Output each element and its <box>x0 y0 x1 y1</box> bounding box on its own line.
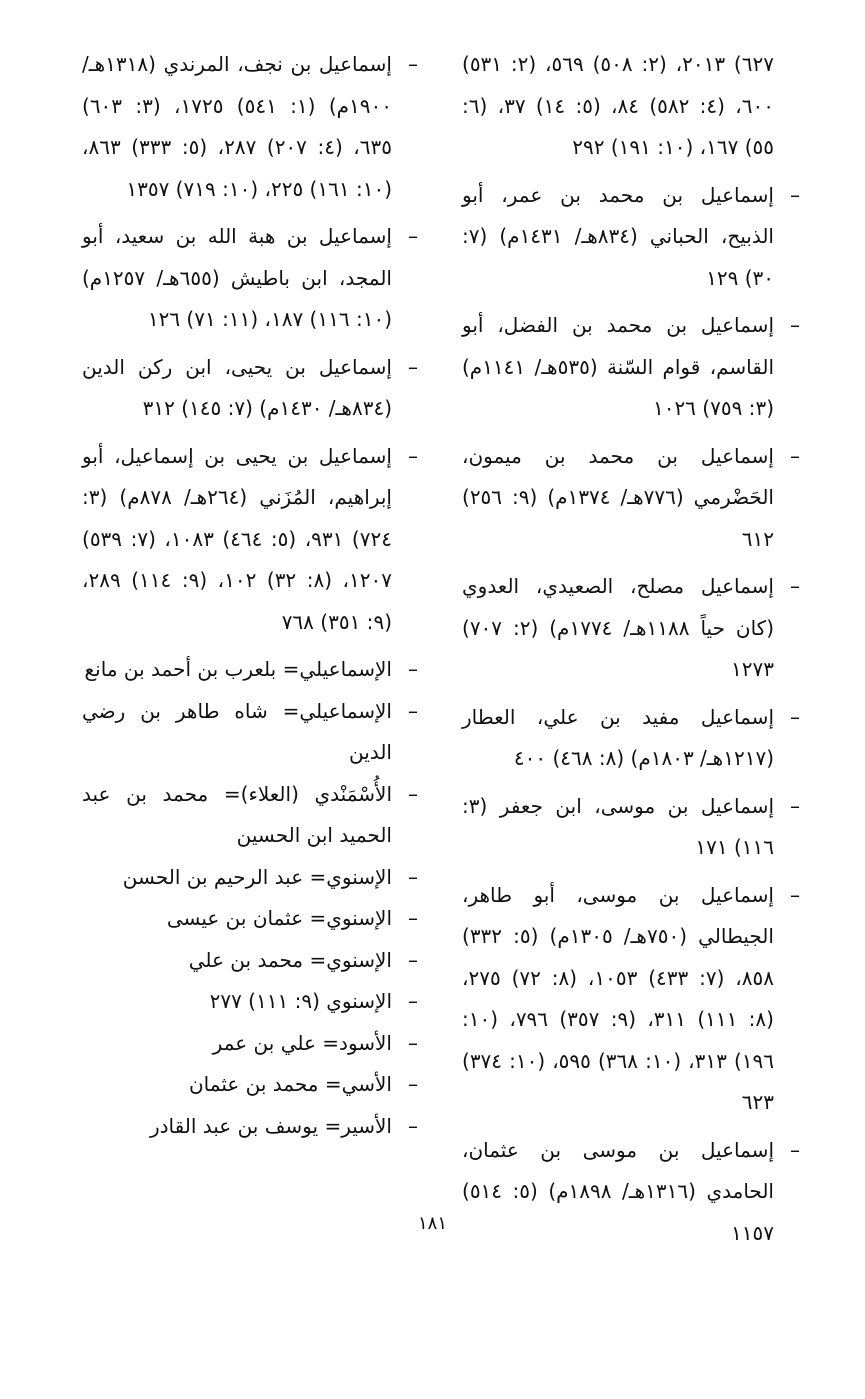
index-entry <box>82 691 418 774</box>
entry-text: ٦٢٧) ٢٠١٣، (٢: ٥٠٨) ٥٦٩، (٢: ٥٣١) ٦٠٠، (٤: ٥٨٢) ٨٤، (٥: ١٤) ٣٧، (٦: ٥٥) ١٦٧، (١٠: ١٩١) ٢٩٢ <box>462 52 774 159</box>
entry-text: إسماعيل بن هبة الله بن سعيد، أبو المجد، ابن باطيش (٦٥٥هـ/ ١٢٥٧م) (١٠: ١١٦) ١٨٧، (١١: ٧١) ١٢٦ <box>82 224 392 331</box>
index-entry <box>462 436 800 561</box>
entry-text: الأسود= علي بن عمر <box>212 1030 392 1055</box>
index-entry <box>82 216 418 341</box>
entry-text: الأسير= يوسف بن عبد القادر <box>149 1113 392 1138</box>
entry-text: الإسنوي= عبد الرحيم بن الحسن <box>122 864 392 889</box>
entry-dash: – <box>408 52 418 76</box>
index-entry <box>82 347 418 430</box>
entry-dash: – <box>408 1030 418 1055</box>
entry-dash: – <box>408 989 418 1013</box>
entry-text: الأُسْمَنْدي (العلاء)= محمد بن عبد الحميد ابن الحسين <box>82 781 392 847</box>
entry-dash: – <box>408 781 418 806</box>
entry-dash: – <box>408 1113 418 1138</box>
index-entry <box>82 774 418 857</box>
index-column-right <box>462 44 800 1260</box>
entry-text: إسماعيل بن محمد بن الفضل، أبو القاسم، قوام السّنة (٥٣٥هـ/ ١١٤١م) (٣: ٧٥٩) ١٠٢٦ <box>462 313 774 420</box>
index-entry <box>462 786 800 869</box>
entry-dash: – <box>408 224 418 248</box>
index-entry <box>82 898 418 940</box>
index-entry <box>82 857 418 899</box>
index-entry <box>462 1130 800 1255</box>
index-entry <box>82 1023 418 1065</box>
entry-list-right <box>462 44 800 1254</box>
entry-text: الإسماعيلي= شاه طاهر بن رضي الدين <box>82 698 392 764</box>
entry-dash: – <box>408 354 418 379</box>
index-entry <box>82 940 418 982</box>
entry-text: إسماعيل بن محمد بن ميمون، الحَضْرمي (٧٧٦هـ/ ١٣٧٤م) (٩: ٢٥٦) ٦١٢ <box>462 443 774 551</box>
entry-dash: – <box>790 443 800 468</box>
entry-dash: – <box>790 793 800 818</box>
index-entry <box>82 436 418 644</box>
entry-text: إسماعيل مفيد بن علي، العطار (١٢١٧هـ/ ١٨٠٣م) (٨: ٤٦٨) ٤٠٠ <box>462 704 774 770</box>
entry-dash: – <box>790 1137 800 1162</box>
entry-dash: – <box>408 1072 418 1096</box>
index-entry <box>462 44 800 169</box>
entry-dash: – <box>408 698 418 723</box>
entry-text: الإسنوي= محمد بن علي <box>188 947 392 972</box>
entry-dash: – <box>790 313 800 337</box>
index-entry <box>462 697 800 780</box>
index-entry <box>462 566 800 691</box>
entry-text: إسماعيل بن موسى بن عثمان، الحامدي (١٣١٦هـ/ ١٨٩٨م) (٥: ٥١٤) ١١٥٧ <box>462 1137 774 1245</box>
index-entry <box>82 981 418 1023</box>
index-column-left <box>82 44 418 1147</box>
entry-dash: – <box>790 574 800 598</box>
entry-dash: – <box>408 864 418 889</box>
index-entry <box>462 175 800 300</box>
entry-dash: – <box>790 882 800 907</box>
entry-list-left <box>82 44 418 1147</box>
entry-dash: – <box>408 906 418 930</box>
entry-text: إسماعيل بن يحيى بن إسماعيل، أبو إبراهيم، المُزَني (٢٦٤هـ/ ٨٧٨م) (٣: ٧٢٤) ٩٣١، (٥: ٤٦٤) ١٠٨٣، (٧: ٥٣٩) ١٢٠٧، (٨: ٣٢) ١٠٢، (٩: ١١٤) ٢٨٩، (٩: ٣٥١) ٧٦٨ <box>82 443 392 634</box>
entry-dash: – <box>408 947 418 972</box>
page-number: ١٨١ <box>417 1213 447 1234</box>
entry-dash: – <box>790 704 800 729</box>
index-entry <box>82 44 418 210</box>
entry-dash: – <box>408 443 418 468</box>
entry-text: الأسي= محمد بن عثمان <box>188 1072 392 1096</box>
entry-text: الإسنوي (٩: ١١١) ٢٧٧ <box>209 989 392 1013</box>
entry-text: الإسنوي= عثمان بن عيسى <box>166 906 392 930</box>
index-entry <box>82 1064 418 1106</box>
entry-text: إسماعيل مصلح، الصعيدي، العدوي (كان حياً ١١٨٨هـ/ ١٧٧٤م) (٢: ٧٠٧) ١٢٧٣ <box>462 574 774 681</box>
index-entry <box>82 649 418 691</box>
entry-text: إسماعيل بن موسى، ابن جعفر (٣: ١١٦) ١٧١ <box>462 793 774 859</box>
entry-dash: – <box>790 182 800 207</box>
entry-text: إسماعيل بن يحيى، ابن ركن الدين (٨٣٤هـ/ ١٤٣٠م) (٧: ١٤٥) ٣١٢ <box>82 354 392 420</box>
entry-dash: – <box>408 657 418 681</box>
entry-text: الإسماعيلي= بلعرب بن أحمد بن مانع <box>84 657 392 681</box>
entry-text: إسماعيل بن محمد بن عمر، أبو الذبيح، الحباني (٨٣٤هـ/ ١٤٣١م) (٧: ٣٠) ١٢٩ <box>462 182 774 290</box>
entry-text: إسماعيل بن موسى، أبو طاهر، الجيطالي (٧٥٠هـ/ ١٣٠٥م) (٥: ٣٣٢) ٨٥٨، (٧: ٤٣٣) ١٠٥٣، (٨: ٧٢) ٢٧٥، (٨: ١١١) ٣١١، (٩: ٣٥٧) ٧٩٦، (١٠: ١٩٦) ٣١٣، (١٠: ٣٦٨) ٥٩٥، (١٠: ٣٧٤) ٦٢٣ <box>462 882 774 1114</box>
index-entry <box>462 305 800 430</box>
index-entry <box>82 1106 418 1148</box>
index-entry <box>462 875 800 1124</box>
entry-text: إسماعيل بن نجف، المرندي (١٣١٨هـ/ ١٩٠٠م) (١: ٥٤١) ١٧٢٥، (٣: ٦٠٣) ٦٣٥، (٤: ٢٠٧) ٢٨٧، (٥: ٣٣٣) ٨٦٣، (١٠: ١٦١) ٢٢٥، (١٠: ٧١٩) ١٣٥٧ <box>82 52 392 201</box>
